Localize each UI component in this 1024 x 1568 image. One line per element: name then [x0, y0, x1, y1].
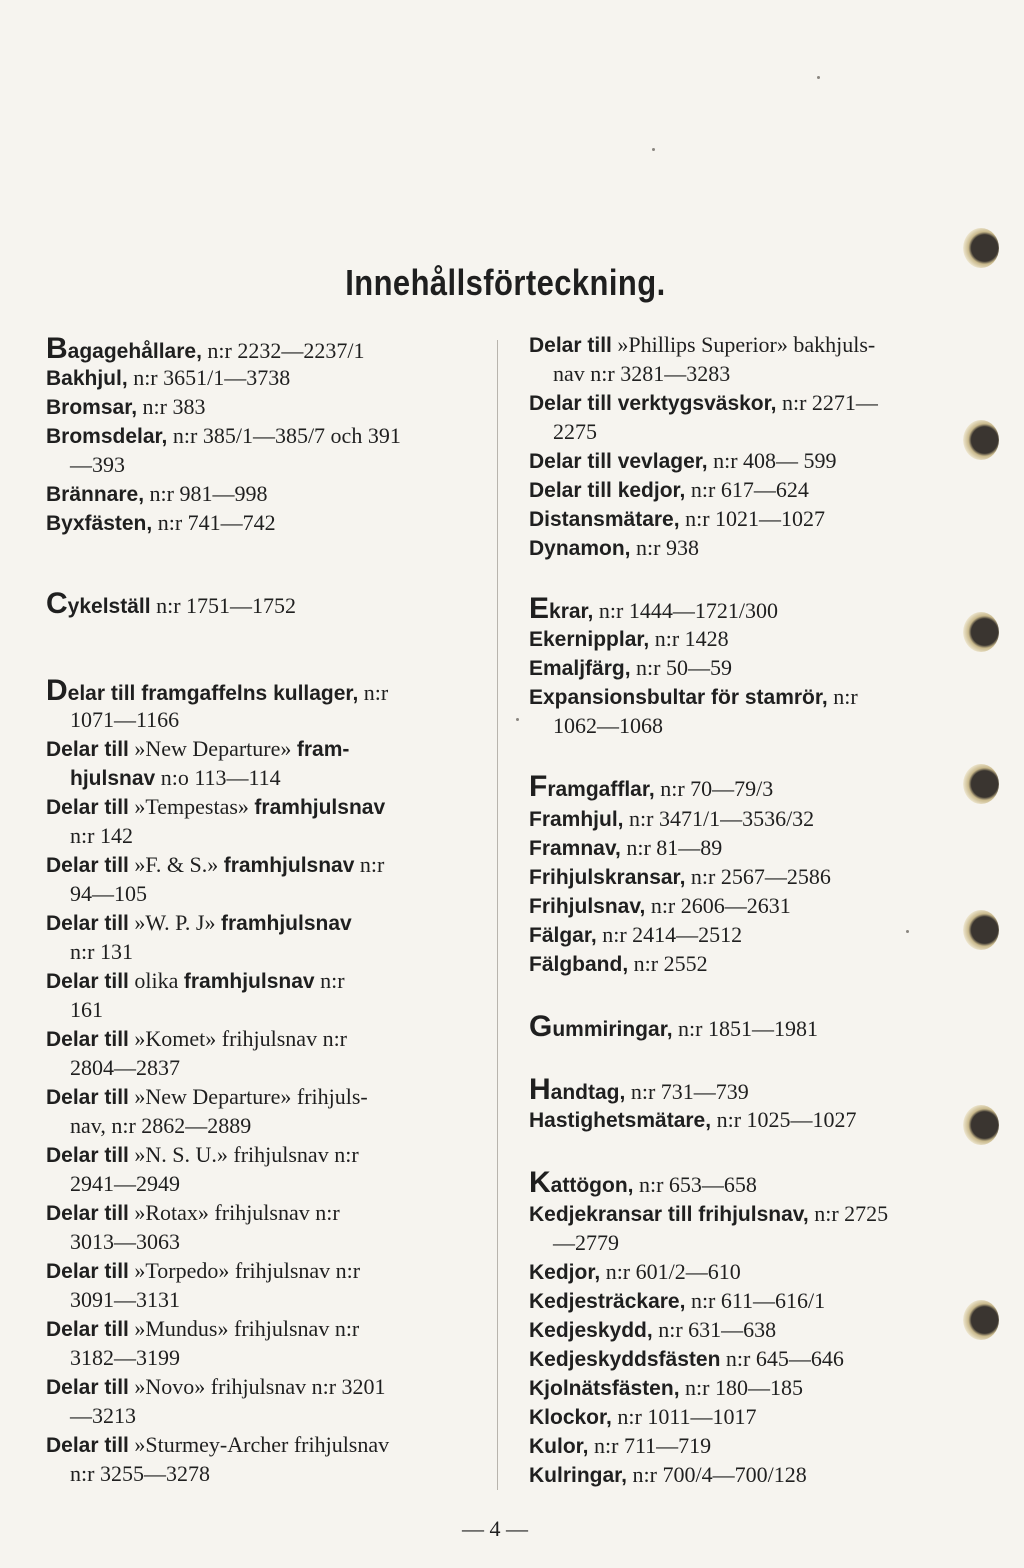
index-entry-line — [46, 589, 296, 621]
entry-keyword: Frihjulsnav, — [529, 895, 646, 918]
index-entry-line — [46, 1285, 180, 1314]
entry-keyword: Bakhjul, — [46, 367, 128, 390]
entry-text: n:r 3651/1—3738 — [127, 365, 291, 390]
entry-keyword: Delar till — [46, 912, 129, 935]
entry-initial: B — [46, 332, 68, 365]
entry-keyword: Delar till — [46, 1318, 129, 1341]
entry-keyword — [529, 592, 594, 625]
index-entry-line — [46, 1111, 251, 1140]
index-entry-line — [46, 908, 352, 938]
entry-keyword-rest: ramgafflar, — [547, 778, 655, 801]
entry-keyword: Delar till — [46, 1434, 129, 1457]
binder-hole-icon — [963, 910, 999, 950]
index-entry-line — [46, 1140, 359, 1170]
entry-text: n:r 645—646 — [720, 1346, 844, 1371]
entry-text: n:r 711—719 — [588, 1433, 712, 1458]
entry-text: 3182—3199 — [70, 1345, 180, 1370]
index-entry-line — [46, 1082, 368, 1112]
binder-hole-icon — [963, 612, 999, 652]
entry-initial: K — [529, 1166, 551, 1199]
entry-text: »Torpedo» frihjulsnav n:r — [128, 1258, 361, 1283]
entry-keyword-rest: ykelställ — [67, 595, 151, 618]
entry-keyword: Delar till — [46, 738, 129, 761]
index-entry-line — [46, 1372, 386, 1402]
index-entry-line — [46, 937, 133, 966]
index-entry-line — [529, 359, 730, 388]
entry-keyword: Hastighetsmätare, — [529, 1109, 712, 1132]
index-entry-line — [529, 330, 875, 360]
binder-hole-icon — [963, 1105, 999, 1145]
index-entry-line — [529, 624, 729, 654]
column-divider — [497, 340, 498, 1490]
entry-keyword — [529, 1166, 634, 1199]
entry-text: 1071—1166 — [70, 707, 180, 732]
entry-text: »Phillips Superior» bakhjuls- — [611, 332, 876, 357]
index-entry-line — [46, 879, 147, 908]
entry-text: n:r 741—742 — [152, 510, 276, 535]
entry-keyword: Delar till — [46, 854, 129, 877]
entry-text: n:r 180—185 — [679, 1375, 803, 1400]
entry-text: »Rotax» frihjulsnav n:r — [128, 1200, 340, 1225]
entry-text: n:r 1021—1027 — [679, 506, 826, 531]
index-entry-line — [529, 417, 597, 446]
entry-text: »W. P. J» — [128, 910, 221, 935]
binder-hole-icon — [963, 228, 999, 268]
index-entry-line — [529, 653, 732, 683]
entry-keyword: Delar till — [46, 1376, 129, 1399]
entry-keyword: Kedjesträckare, — [529, 1290, 686, 1313]
index-entry-line — [529, 1105, 857, 1135]
index-entry-line — [46, 1024, 347, 1054]
index-entry-line — [46, 734, 349, 764]
entry-text: 2804—2837 — [70, 1055, 180, 1080]
entry-keyword-rest: krar, — [549, 600, 594, 623]
entry-text: n:r 2414—2512 — [596, 922, 743, 947]
entry-keyword: Delar till — [46, 1260, 129, 1283]
entry-text: »New Departure» — [128, 736, 297, 761]
entry-text: 161 — [70, 997, 103, 1022]
entry-keyword: Ekernipplar, — [529, 628, 650, 651]
entry-keyword: Distansmätare, — [529, 508, 680, 531]
entry-text: »N. S. U.» frihjulsnav n:r — [128, 1142, 359, 1167]
entry-keyword: Delar till — [529, 334, 612, 357]
index-entry-line — [46, 1430, 389, 1460]
index-entry-line — [529, 1402, 757, 1432]
paper-speck — [652, 148, 655, 151]
entry-text: n:r 611—616/1 — [685, 1288, 826, 1313]
entry-initial: C — [46, 587, 68, 620]
entry-text: n:r 1444—1721/300 — [593, 598, 778, 623]
index-entry-line — [46, 1169, 180, 1198]
index-entry-line — [46, 676, 388, 708]
entry-text: —3213 — [70, 1403, 136, 1428]
entry-keyword: Delar till verktygsväskor, — [529, 392, 777, 415]
paper-speck — [906, 930, 909, 933]
entry-text: n:r 631—638 — [652, 1317, 777, 1342]
entry-text: n:r 408— 599 — [707, 448, 837, 473]
entry-text: n:r 70—79/3 — [654, 776, 774, 801]
index-entry-line — [529, 1344, 844, 1374]
entry-text: —393 — [70, 452, 125, 477]
index-entry-line — [529, 1228, 619, 1257]
entry-text: n:r 2232—2237/1 — [201, 338, 365, 363]
index-entry-line — [529, 1012, 818, 1044]
entry-text: »Tempestas» — [128, 794, 255, 819]
index-entry-line — [46, 1053, 180, 1082]
index-entry-line — [529, 504, 825, 534]
index-entry-line — [529, 1286, 825, 1316]
index-entry-line — [529, 1460, 807, 1490]
index-entry-line — [529, 1373, 803, 1403]
entry-text: n:r 142 — [70, 823, 133, 848]
entry-text: nav n:r 3281—3283 — [553, 361, 731, 386]
index-entry-line — [529, 804, 814, 834]
entry-keyword: Emaljfärg, — [529, 657, 631, 680]
entry-text: 2275 — [553, 419, 597, 444]
binder-hole-icon — [963, 420, 999, 460]
entry-initial: F — [529, 770, 548, 803]
index-entry-line — [46, 1343, 180, 1372]
entry-keyword-rest: agagehållare, — [67, 340, 202, 363]
entry-text: n:r — [827, 684, 858, 709]
paper-speck — [516, 718, 519, 721]
entry-keyword: Bromsdelar, — [46, 425, 168, 448]
index-entry-line — [529, 1075, 749, 1107]
index-entry-line — [529, 1257, 741, 1287]
entry-text: n:r 2725 — [808, 1201, 889, 1226]
entry-keyword: Byxfästen, — [46, 512, 153, 535]
index-entry-line — [46, 1459, 210, 1488]
entry-keyword: framhjulsnav — [223, 854, 355, 877]
entry-text: n:r 1011—1017 — [611, 1404, 757, 1429]
index-entry-line — [46, 421, 401, 451]
index-entry-line — [529, 949, 708, 979]
entry-keyword: Kedjeskyddsfästen — [529, 1348, 721, 1371]
index-entry-line — [46, 995, 103, 1024]
page-number: — 4 — — [462, 1516, 528, 1541]
entry-text: n:r 653—658 — [633, 1172, 757, 1197]
binder-hole-icon — [963, 1300, 999, 1340]
index-entry-line — [46, 479, 268, 509]
entry-keyword: Kedjor, — [529, 1261, 601, 1284]
index-entry-line — [46, 363, 290, 393]
entry-text: »Sturmey-Archer frihjulsnav — [128, 1432, 390, 1457]
index-entry-line — [46, 763, 281, 793]
index-entry-line — [529, 920, 742, 950]
entry-keyword: framhjulsnav — [220, 912, 352, 935]
entry-text: n:r 81—89 — [620, 835, 723, 860]
entry-text: 1062—1068 — [553, 713, 663, 738]
entry-keyword: Delar till — [46, 1086, 129, 1109]
index-entry-line — [529, 711, 663, 740]
entry-text: n:r 617—624 — [685, 477, 809, 502]
entry-text: »Komet» frihjulsnav n:r — [128, 1026, 348, 1051]
index-entry-line — [46, 850, 384, 880]
index-entry-line — [529, 1315, 776, 1345]
entry-text: n:r 2552 — [628, 951, 708, 976]
page-title: Innehållsförteckning. — [345, 262, 666, 303]
entry-keyword: Kedjekransar till frihjulsnav, — [529, 1203, 809, 1226]
index-entry-line — [529, 594, 778, 626]
entry-keyword-rest: elar till framgaffelns kullager, — [67, 682, 359, 705]
entry-text: n:r 2271— — [776, 390, 878, 415]
entry-keyword: Framnav, — [529, 837, 621, 860]
entry-text: 2941—2949 — [70, 1171, 180, 1196]
index-entry-line — [46, 1256, 360, 1286]
entry-keyword — [46, 674, 359, 707]
entry-text: n:r 1025—1027 — [711, 1107, 857, 1132]
index-entry-line — [529, 682, 858, 712]
entry-keyword: Delar till — [46, 970, 129, 993]
entry-keyword — [529, 1073, 626, 1106]
index-entry-line — [46, 508, 276, 538]
entry-keyword: Kulringar, — [529, 1464, 628, 1487]
entry-text: n:r 3255—3278 — [70, 1461, 210, 1486]
entry-keyword — [46, 587, 151, 620]
entry-text: 3091—3131 — [70, 1287, 180, 1312]
entry-keyword: framhjulsnav — [254, 796, 386, 819]
entry-keyword-rest: attögon, — [550, 1174, 634, 1197]
entry-text: olika — [128, 968, 184, 993]
entry-text: n:r 2606—2631 — [645, 893, 791, 918]
entry-text: »New Departure» frihjuls- — [128, 1084, 368, 1109]
entry-text: »F. & S.» — [128, 852, 224, 877]
index-entry-line — [46, 705, 179, 734]
index-entry-line — [529, 475, 809, 505]
entry-keyword: Kulor, — [529, 1435, 589, 1458]
entry-keyword-rest: andtag, — [550, 1081, 626, 1104]
index-entry-line — [529, 772, 773, 804]
index-entry-line — [46, 792, 385, 822]
entry-initial: H — [529, 1073, 551, 1106]
index-entry-line — [529, 862, 831, 892]
index-entry-line — [529, 446, 837, 476]
index-entry-line — [46, 821, 133, 850]
entry-text: nav, n:r 2862—2889 — [70, 1113, 252, 1138]
entry-initial: G — [529, 1010, 553, 1043]
entry-keyword: hjulsnav — [70, 767, 156, 790]
entry-initial: D — [46, 674, 68, 707]
entry-keyword: Frihjulskransar, — [529, 866, 686, 889]
entry-keyword: Fälgar, — [529, 924, 597, 947]
entry-keyword: Bromsar, — [46, 396, 138, 419]
entry-text: n:r 1751—1752 — [150, 593, 297, 618]
index-entry-line — [529, 833, 722, 863]
entry-keyword-rest: ummiringar, — [552, 1018, 673, 1041]
entry-initial: E — [529, 592, 550, 625]
entry-text: n:r 938 — [630, 535, 699, 560]
entry-keyword — [46, 332, 202, 365]
index-entry-line — [46, 334, 364, 366]
entry-keyword: framhjulsnav — [183, 970, 315, 993]
entry-keyword: Dynamon, — [529, 537, 631, 560]
index-entry-line — [46, 1401, 136, 1430]
index-entry-line — [529, 891, 791, 921]
entry-keyword — [529, 1010, 673, 1043]
entry-keyword: Brännare, — [46, 483, 145, 506]
entry-keyword — [529, 770, 655, 803]
entry-keyword: Expansionsbultar för stamrör, — [529, 686, 828, 709]
index-entry-line — [529, 388, 878, 418]
index-entry-line — [529, 533, 699, 563]
entry-keyword: Delar till kedjor, — [529, 479, 686, 502]
entry-keyword: Delar till — [46, 1144, 129, 1167]
entry-text: n:r 50—59 — [630, 655, 732, 680]
entry-text: n:r 2567—2586 — [685, 864, 831, 889]
index-entry-line — [529, 1431, 711, 1461]
entry-text: n:r 383 — [137, 394, 206, 419]
entry-text: n:r 131 — [70, 939, 133, 964]
entry-text: n:r 1428 — [649, 626, 729, 651]
entry-keyword: Kedjeskydd, — [529, 1319, 653, 1342]
entry-text: »Novo» frihjulsnav n:r 3201 — [128, 1374, 386, 1399]
entry-keyword: Framhjul, — [529, 808, 624, 831]
entry-text: 94—105 — [70, 881, 147, 906]
index-entry-line — [529, 1199, 888, 1229]
index-entry-line — [46, 450, 125, 479]
entry-text: n:r 700/4—700/128 — [627, 1462, 807, 1487]
index-entry-line — [46, 966, 345, 996]
entry-text: »Mundus» frihjulsnav n:r — [128, 1316, 360, 1341]
entry-text: —2779 — [553, 1230, 619, 1255]
entry-text: n:r 3471/1—3536/32 — [623, 806, 815, 831]
index-entry-line — [529, 1168, 757, 1200]
entry-text: n:o 113—114 — [155, 765, 281, 790]
index-entry-line — [46, 392, 206, 422]
entry-keyword: Delar till vevlager, — [529, 450, 708, 473]
binder-hole-icon — [963, 764, 999, 804]
paper-speck — [817, 76, 820, 79]
entry-text: n:r 601/2—610 — [600, 1259, 741, 1284]
entry-keyword: fram- — [296, 738, 350, 761]
entry-keyword: Fälgband, — [529, 953, 629, 976]
entry-text: n:r — [354, 852, 385, 877]
index-entry-line — [46, 1227, 180, 1256]
entry-text: n:r — [314, 968, 345, 993]
entry-text: n:r 385/1—385/7 och 391 — [167, 423, 401, 448]
entry-text: n:r 981—998 — [144, 481, 268, 506]
entry-keyword: Kjolnätsfästen, — [529, 1377, 680, 1400]
index-entry-line — [46, 1314, 359, 1344]
entry-keyword: Delar till — [46, 1202, 129, 1225]
entry-keyword: Delar till — [46, 1028, 129, 1051]
entry-text: n:r 731—739 — [625, 1079, 749, 1104]
entry-text: 3013—3063 — [70, 1229, 180, 1254]
entry-keyword: Klockor, — [529, 1406, 612, 1429]
entry-text: n:r — [358, 680, 389, 705]
entry-keyword: Delar till — [46, 796, 129, 819]
entry-text: n:r 1851—1981 — [672, 1016, 818, 1041]
index-entry-line — [46, 1198, 340, 1228]
